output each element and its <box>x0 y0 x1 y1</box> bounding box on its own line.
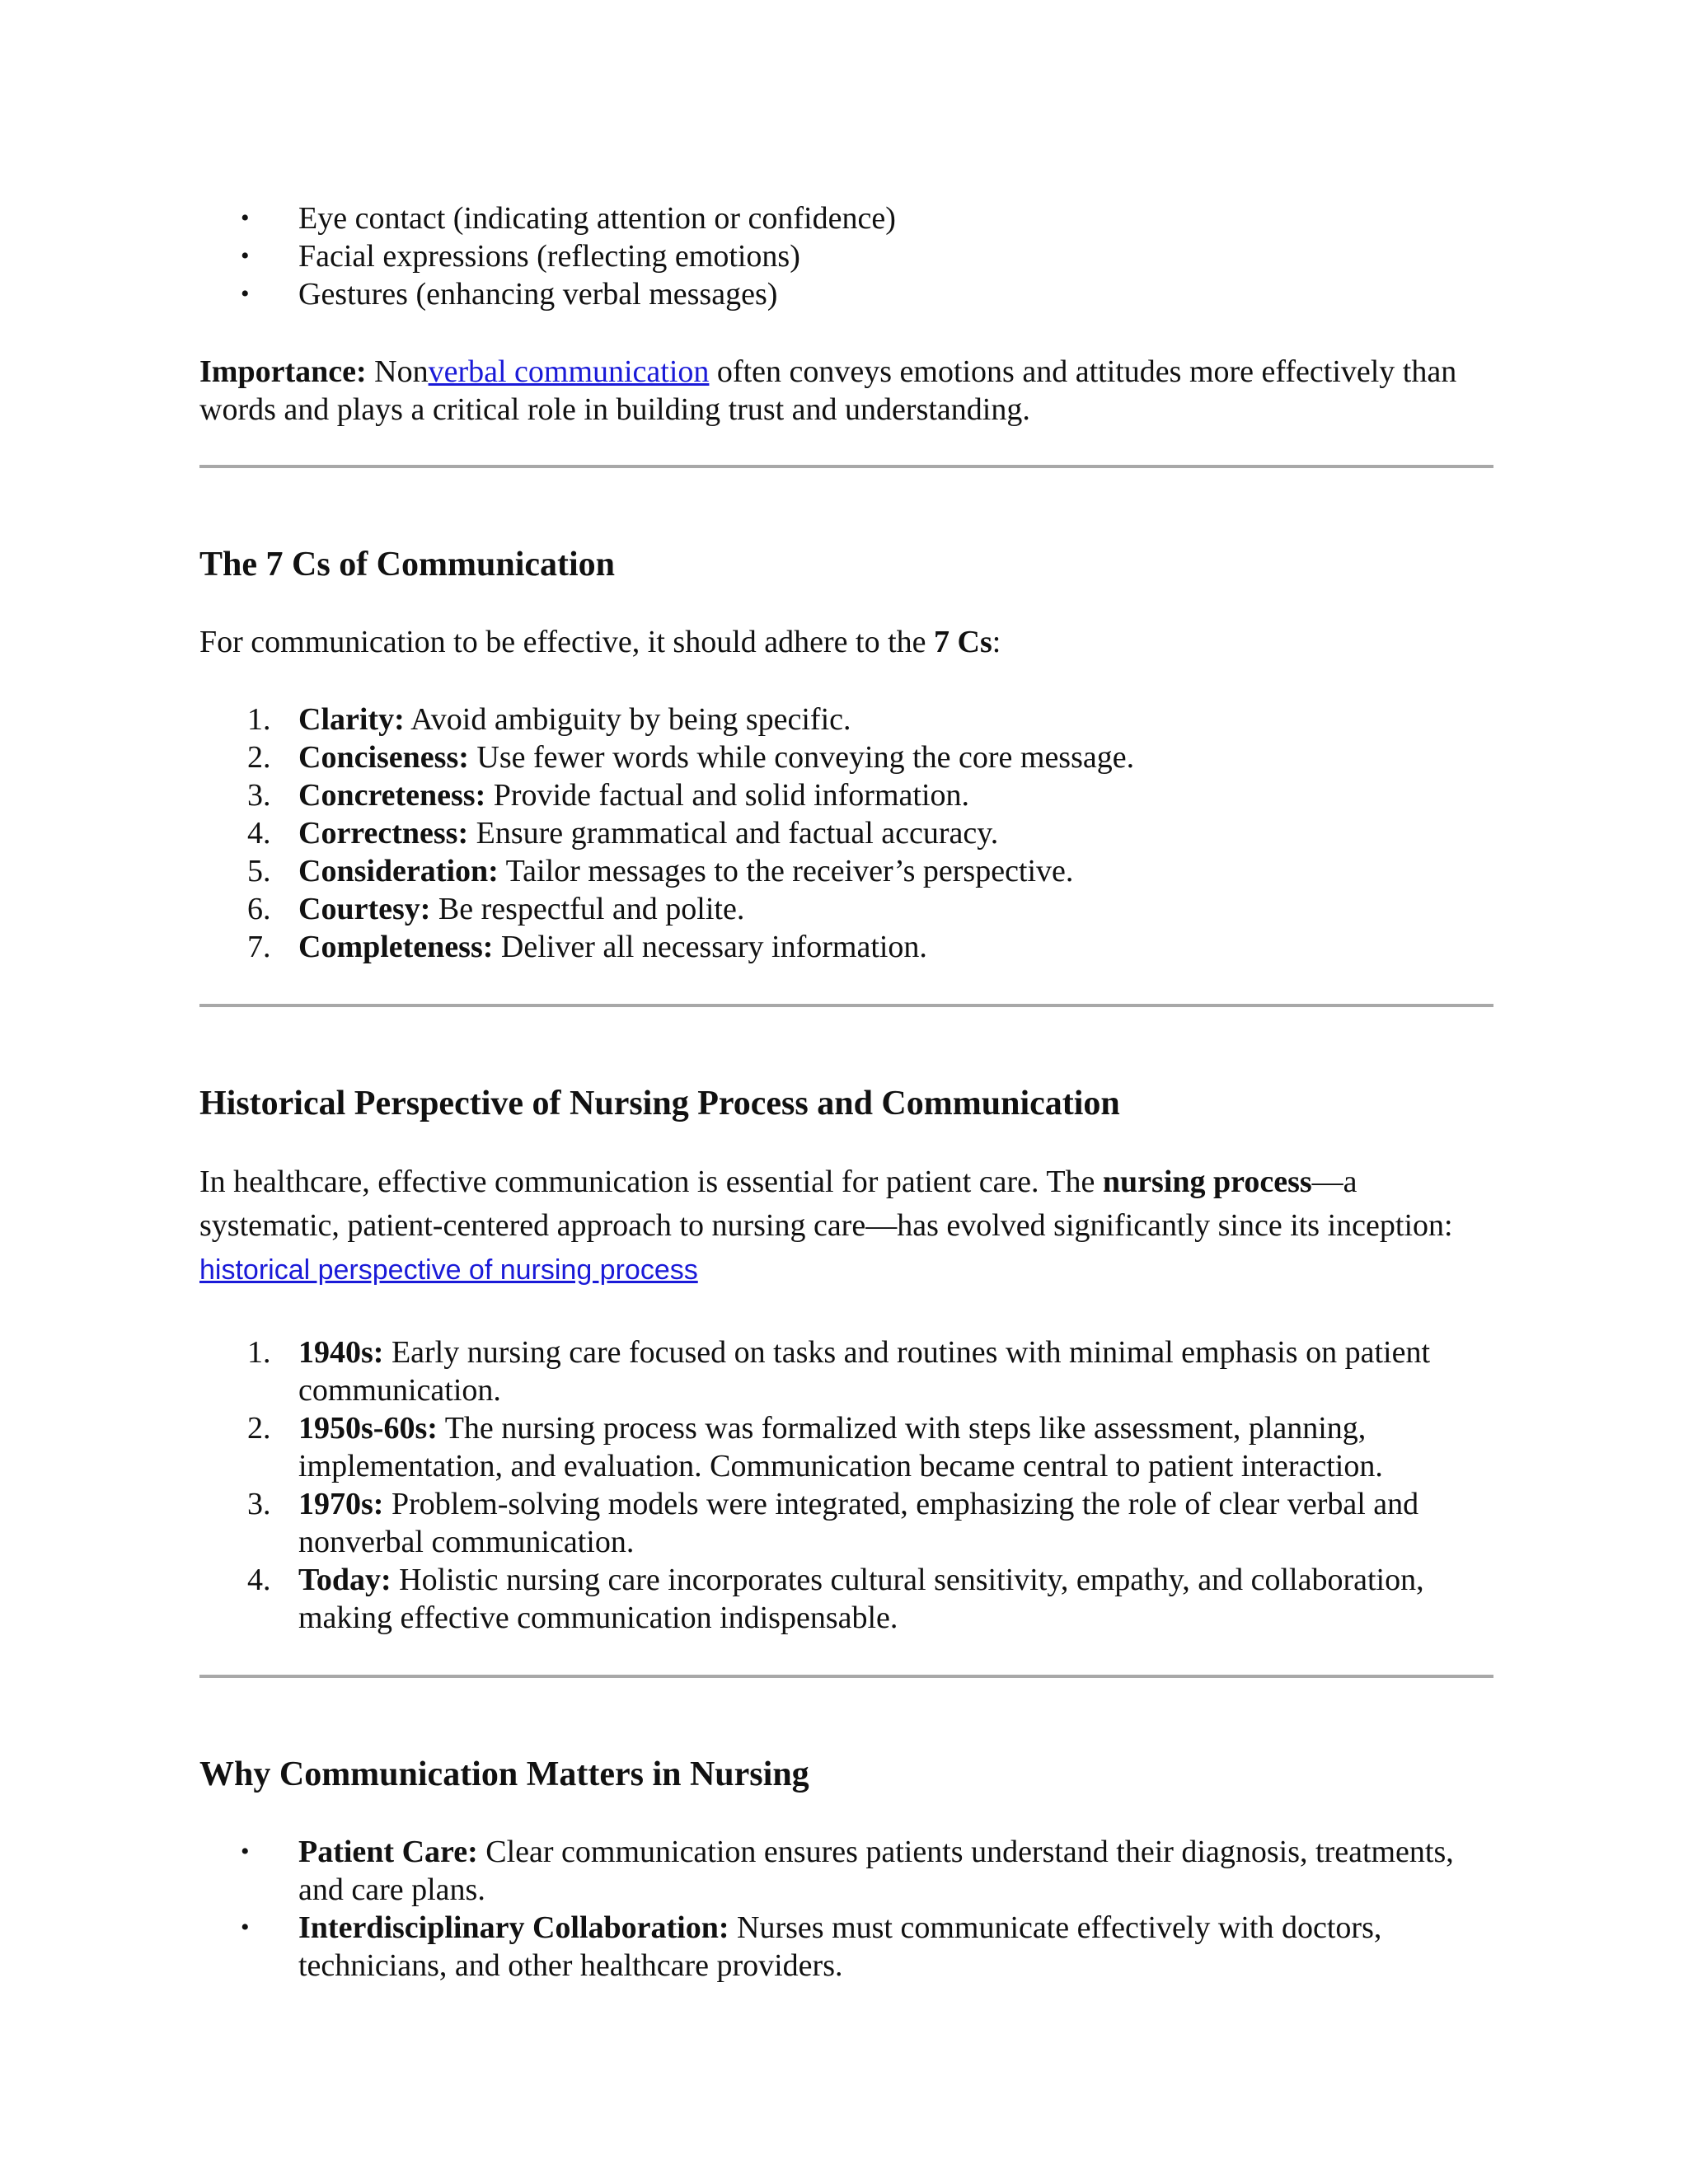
seven-cs-intro: For communication to be effective, it should adhere to the 7 Cs: <box>199 625 1001 659</box>
list-item: • Gestures (enhancing verbal messages) <box>241 277 778 312</box>
section-divider <box>199 1675 1493 1678</box>
why-heading: Why Communication Matters in Nursing <box>199 1755 809 1793</box>
section-divider <box>199 1004 1493 1007</box>
list-item: 6. Courtesy: Be respectful and polite. <box>247 892 745 926</box>
history-list <box>199 1333 1493 1637</box>
bullet-icon: • <box>241 280 250 307</box>
historical-perspective-link[interactable]: historical perspective of nursing process <box>199 1254 698 1286</box>
section-divider <box>199 465 1493 468</box>
list-item: • Eye contact (indicating attention or confidence) <box>241 201 896 236</box>
list-item: 2. Conciseness: Use fewer words while conveying the core message. <box>247 740 1135 775</box>
verbal-communication-link[interactable]: verbal communication <box>428 354 710 389</box>
list-item: • Facial expressions (reflecting emotions) <box>241 239 800 274</box>
bullet-icon: • <box>241 204 250 232</box>
list-item: 1. 1940s: Early nursing care focused on tasks and routines with minimal emphasis on patient communication. <box>247 1335 1431 1408</box>
list-item: 2. 1950s-60s: The nursing process was formalized with steps like assessment, planning, implementation, and evaluation. Communication became central to patient interaction. <box>247 1411 1383 1483</box>
list-item: 4. Today: Holistic nursing care incorporates cultural sensitivity, empathy, and collaboration, making effective communication indispensable. <box>247 1563 1424 1635</box>
list-item: 3. 1970s: Problem-solving models were integrated, emphasizing the role of clear verbal and nonverbal communication. <box>247 1487 1419 1559</box>
importance-paragraph: Importance: Nonverbal communication often conveys emotions and attitudes more effectively than words and plays a critical role in building trust and understanding. <box>199 354 1457 427</box>
history-intro: In healthcare, effective communication is essential for patient care. The nursing process—a systematic, patient-centered approach to nursing care—has evolved significantly since its inception: historical perspective of nursing process <box>199 1165 1453 1286</box>
list-item: 5. Consideration: Tailor messages to the receiver’s perspective. <box>247 854 1074 888</box>
why-list <box>199 1833 1493 1985</box>
list-item: 7. Completeness: Deliver all necessary information. <box>247 930 927 964</box>
bullet-icon: • <box>241 1838 250 1865</box>
seven-cs-list <box>199 701 1493 966</box>
bullet-icon: • <box>241 1914 250 1941</box>
nonverbal-examples-list <box>199 199 1493 313</box>
history-heading: Historical Perspective of Nursing Process and Communication <box>199 1085 1120 1122</box>
list-item: 3. Concreteness: Provide factual and solid information. <box>247 778 970 813</box>
list-item: • Interdisciplinary Collaboration: Nurses must communicate effectively with doctors, technicians, and other healthcare providers. <box>241 1910 1382 1983</box>
seven-cs-heading: The 7 Cs of Communication <box>199 546 616 583</box>
list-item: 4. Correctness: Ensure grammatical and factual accuracy. <box>247 816 999 851</box>
list-item: 1. Clarity: Avoid ambiguity by being specific. <box>247 702 851 737</box>
bullet-icon: • <box>241 242 250 269</box>
importance-label: Importance: <box>199 354 367 389</box>
list-item: • Patient Care: Clear communication ensures patients understand their diagnosis, treatments, and care plans. <box>241 1835 1454 1907</box>
